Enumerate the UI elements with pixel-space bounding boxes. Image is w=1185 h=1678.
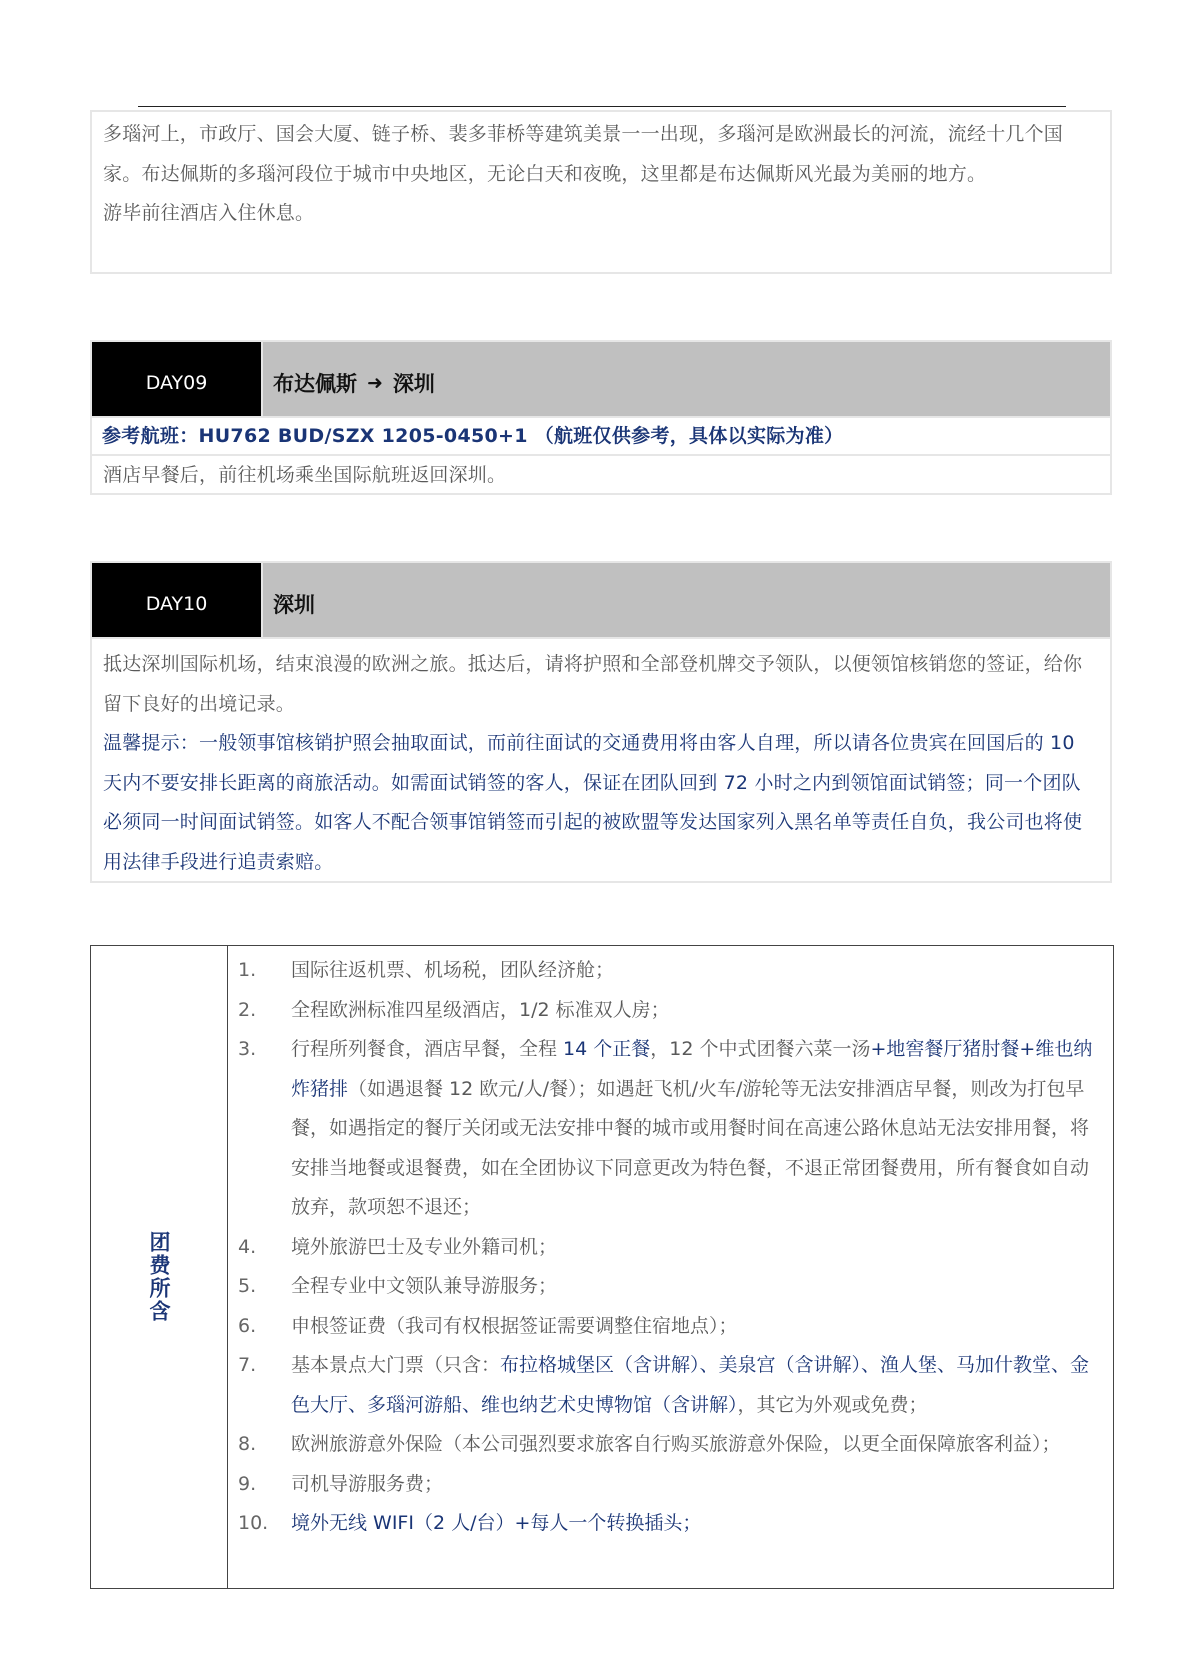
item-text-part: ，12 个中式团餐六菜一汤 [650,1038,871,1060]
day10-section [90,561,1112,883]
day10-description: 抵达深圳国际机场，结束浪漫的欧洲之旅。抵达后，请将护照和全部登机牌交予领队，以便领馆核销您的签证，给你留下良好的出境记录。 [103,653,1083,715]
item-highlight: 布拉格城堡区（含讲解）、美泉宫（含讲解）、渔人堡、马加什教堂、金色大厅、多瑙河游船、维也纳艺术史博物馆（含讲解） [291,1354,1090,1416]
day09-flight: 参考航班：HU762 BUD/SZX 1205-0450+1 （航班仅供参考，具体以实际为准） [102,425,844,447]
item-text: 国际往返机票、机场税，团队经济舱； [291,959,615,981]
item-number: 7. [238,1354,257,1376]
item-text: 司机导游服务费； [291,1472,444,1495]
item-number: 3. [238,1038,257,1060]
day10-body [92,639,1110,882]
item-text: 全程欧洲标准四星级酒店，1/2 标准双人房； [291,998,670,1021]
item-text: 境外无线 WIFI（2 人/台）+每人一个转换插头； [291,1512,702,1534]
item-text-part: 基本景点大门票（只含： [291,1354,501,1376]
day09-from: 布达佩斯 [273,372,357,396]
header-rule [138,106,1066,107]
item-number: 5. [238,1275,257,1297]
intro-rest-note: 游毕前往酒店入住休息。 [103,202,315,224]
list-item [228,1425,1113,1465]
list-item [228,1030,1113,1228]
list-item [228,1346,1113,1425]
list-item [228,1307,1113,1347]
list-item [228,1228,1113,1268]
list-item [228,1465,1113,1505]
fees-list [228,946,1113,1588]
item-number: 1. [238,959,257,981]
item-text: 全程专业中文领队兼导游服务； [291,1275,558,1297]
day10-warm-tip: 温馨提示：一般领事馆核销护照会抽取面试，而前往面试的交通费用将由客人自理，所以请各位贵宾在回国后的 10 天内不要安排长距离的商旅活动。如需面试销签的客人，保证在团队回到 72 小时之内到领馆面试销签；同一个团队必须同一时间面试销签。如客人不配合领事馆销签而引起的被欧盟等发达国家列入黑名单等责任自负，我公司也将使用法律手段进行追责索赔。 [103,732,1083,873]
item-text-part: ，其它为外观或免费； [737,1393,928,1416]
item-text-part: （如遇退餐 12 欧元/人/餐）；如遇赶飞机/火车/游轮等无法安排酒店早餐，则改为打包早餐，如遇指定的餐厅关闭或无法安排中餐的城市或用餐时间在高速公路休息站无法安排用餐，将安排当地餐或退餐费，如在全团协议下同意更改为特色餐，不退正常团餐费用，所有餐食如自动放弃，款项恕不退还； [291,1077,1090,1218]
item-text-part: 行程所列餐食，酒店早餐，全程 [291,1038,564,1060]
day10-title: 深圳 [261,563,1110,637]
item-text: 欧洲旅游意外保险（本公司强烈要求旅客自行购买旅游意外保险，以更全面保障旅客利益）； [291,1433,1061,1455]
fees-included-table [90,945,1114,1589]
arrow-right-icon: ➜ [367,372,383,394]
item-highlight: 14 个正餐 [563,1038,651,1060]
day10-label: DAY10 [92,563,261,637]
item-number: 6. [238,1314,257,1337]
item-number: 4. [238,1235,257,1258]
item-number: 8. [238,1433,257,1455]
intro-paragraph: 多瑙河上，市政厅、国会大厦、链子桥、裴多菲桥等建筑美景一一出现，多瑙河是欧洲最长的河流，流经十几个国家。布达佩斯的多瑙河段位于城市中央地区，无论白天和夜晚，这里都是布达佩斯风光最为美丽的地方。 [103,123,1064,185]
item-number: 10. [238,1512,269,1534]
intro-box [90,110,1112,274]
day09-title [261,342,1110,416]
item-text [291,1030,1113,1228]
item-text: 申根签证费（我司有权根据签证需要调整住宿地点）； [291,1314,738,1337]
day09-label: DAY09 [92,342,261,416]
day09-description: 酒店早餐后，前往机场乘坐国际航班返回深圳。 [103,464,507,486]
day09-section [90,340,1112,495]
item-number: 9. [238,1472,257,1495]
item-number: 2. [238,998,257,1021]
fees-label: 团费所含 [147,1231,171,1323]
list-item [228,951,1113,991]
fees-label-cell [91,946,228,1588]
list-item [228,991,1113,1031]
list-item [228,1267,1113,1307]
day10-header [92,563,1110,637]
day09-to: 深圳 [392,372,435,396]
item-highlight: +地窖餐厅猪肘餐+维也纳炸猪排 [291,1038,1093,1100]
day09-header [92,342,1110,416]
item-text: 境外旅游巴士及专业外籍司机； [291,1235,558,1258]
item-text [291,1346,1113,1425]
list-item [228,1504,1113,1544]
